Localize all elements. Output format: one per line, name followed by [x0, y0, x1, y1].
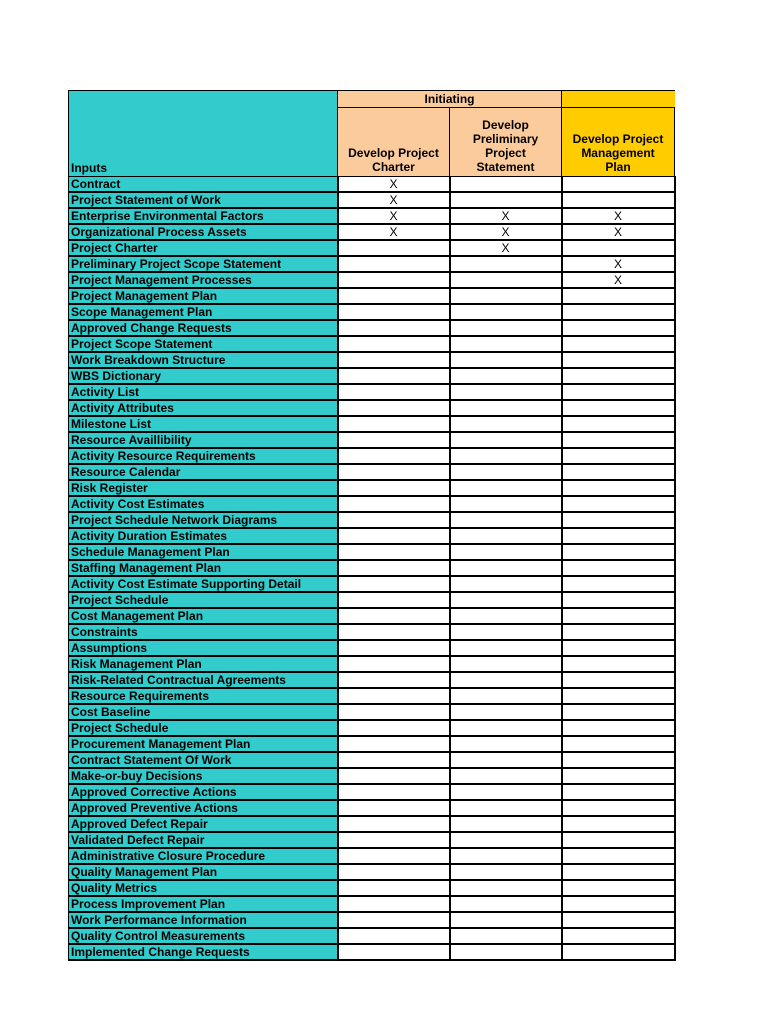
- table-row: [69, 880, 675, 896]
- mark-cell[interactable]: [450, 768, 562, 784]
- mark-cell[interactable]: [450, 592, 562, 608]
- input-name-cell[interactable]: Constraints: [69, 624, 338, 640]
- mark-cell[interactable]: [450, 560, 562, 576]
- mark-cell[interactable]: [450, 736, 562, 752]
- table-row: [69, 576, 675, 592]
- input-name-cell[interactable]: Staffing Management Plan: [69, 560, 338, 576]
- mark-cell[interactable]: [562, 720, 675, 736]
- mark-cell[interactable]: [338, 720, 450, 736]
- mark-cell[interactable]: [562, 784, 675, 800]
- input-name-cell[interactable]: Activity Attributes: [69, 400, 338, 416]
- mark-cell[interactable]: [450, 368, 562, 384]
- mark-cell[interactable]: [338, 400, 450, 416]
- mark-cell[interactable]: [338, 464, 450, 480]
- mark-cell[interactable]: [450, 624, 562, 640]
- mark-cell[interactable]: [450, 320, 562, 336]
- mark-cell[interactable]: [562, 880, 675, 896]
- table-row: [69, 688, 675, 704]
- input-name-cell[interactable]: Approved Corrective Actions: [69, 784, 338, 800]
- input-name-cell[interactable]: Project Schedule Network Diagrams: [69, 512, 338, 528]
- mark-cell[interactable]: [338, 704, 450, 720]
- mark-cell[interactable]: [338, 544, 450, 560]
- mark-cell[interactable]: [562, 864, 675, 880]
- mark-cell[interactable]: [562, 240, 675, 256]
- table-row: [69, 224, 675, 240]
- inputs-header-label: Inputs: [71, 161, 107, 175]
- mark-cell[interactable]: [338, 336, 450, 352]
- mark-cell[interactable]: [562, 384, 675, 400]
- mark-cell[interactable]: [562, 528, 675, 544]
- table-row: [69, 400, 675, 416]
- mark-cell[interactable]: [450, 848, 562, 864]
- table-row: [69, 624, 675, 640]
- mark-cell[interactable]: [562, 177, 675, 193]
- mark-cell[interactable]: [338, 368, 450, 384]
- table-row: [69, 816, 675, 832]
- mark-cell[interactable]: [450, 288, 562, 304]
- mark-cell[interactable]: [338, 912, 450, 928]
- table-row: [69, 384, 675, 400]
- input-name-cell[interactable]: WBS Dictionary: [69, 368, 338, 384]
- input-name-cell[interactable]: Quality Metrics: [69, 880, 338, 896]
- mark-cell[interactable]: [562, 288, 675, 304]
- matrix-body: [69, 91, 675, 961]
- table-row: [69, 288, 675, 304]
- mark-cell[interactable]: [562, 544, 675, 560]
- table-row: [69, 512, 675, 528]
- process-header-develop-project-charter[interactable]: [338, 108, 450, 177]
- mark-cell[interactable]: [338, 432, 450, 448]
- input-name-cell[interactable]: Schedule Management Plan: [69, 544, 338, 560]
- input-name-cell[interactable]: Project Charter: [69, 240, 338, 256]
- input-name-cell[interactable]: Resource Availlibility: [69, 432, 338, 448]
- input-name-cell[interactable]: Project Statement of Work: [69, 192, 338, 208]
- mark-cell[interactable]: [562, 656, 675, 672]
- mark-cell[interactable]: [338, 864, 450, 880]
- mark-cell[interactable]: [562, 704, 675, 720]
- process-header-label: Develop Project Charter: [348, 146, 439, 174]
- mark-cell[interactable]: [450, 272, 562, 288]
- mark-cell[interactable]: X: [450, 240, 562, 256]
- mark-cell[interactable]: [338, 848, 450, 864]
- mark-cell[interactable]: [562, 688, 675, 704]
- mark-cell[interactable]: [338, 496, 450, 512]
- table-row: [69, 208, 675, 224]
- mark-cell[interactable]: [450, 688, 562, 704]
- table-row: [69, 272, 675, 288]
- input-name-cell[interactable]: Risk-Related Contractual Agreements: [69, 672, 338, 688]
- process-group-next[interactable]: [562, 91, 675, 108]
- mark-cell[interactable]: [562, 896, 675, 912]
- mark-cell[interactable]: [338, 512, 450, 528]
- table-row: [69, 608, 675, 624]
- table-row: [69, 752, 675, 768]
- mark-cell[interactable]: [450, 464, 562, 480]
- table-row: [69, 848, 675, 864]
- mark-cell[interactable]: [562, 816, 675, 832]
- mark-cell[interactable]: [450, 928, 562, 944]
- table-row: [69, 528, 675, 544]
- table-row: [69, 352, 675, 368]
- mark-cell[interactable]: [338, 896, 450, 912]
- mark-cell[interactable]: [338, 672, 450, 688]
- input-name-cell[interactable]: Validated Defect Repair: [69, 832, 338, 848]
- mark-cell[interactable]: X: [562, 208, 675, 224]
- mark-cell[interactable]: [450, 528, 562, 544]
- mark-cell[interactable]: [450, 448, 562, 464]
- process-header-label: Develop Preliminary Project Statement: [472, 118, 539, 174]
- table-row: [69, 496, 675, 512]
- table-row: [69, 592, 675, 608]
- mark-cell[interactable]: [450, 672, 562, 688]
- table-row: [69, 896, 675, 912]
- mark-cell[interactable]: [450, 704, 562, 720]
- mark-cell[interactable]: [450, 880, 562, 896]
- mark-cell[interactable]: [450, 896, 562, 912]
- process-header-label: Develop Project Management Plan: [572, 132, 664, 174]
- table-row: [69, 672, 675, 688]
- mark-cell[interactable]: [562, 448, 675, 464]
- mark-cell[interactable]: X: [562, 256, 675, 272]
- mark-cell[interactable]: X: [338, 177, 450, 193]
- mark-cell[interactable]: [338, 816, 450, 832]
- input-name-cell[interactable]: Project Schedule: [69, 592, 338, 608]
- input-name-cell[interactable]: Cost Baseline: [69, 704, 338, 720]
- mark-cell[interactable]: [450, 336, 562, 352]
- mark-cell[interactable]: [450, 576, 562, 592]
- mark-cell[interactable]: [562, 320, 675, 336]
- process-input-matrix: [68, 90, 676, 961]
- mark-cell[interactable]: [338, 832, 450, 848]
- table-row: [69, 368, 675, 384]
- process-group-row: [69, 91, 675, 108]
- mark-cell[interactable]: [562, 464, 675, 480]
- table-row: [69, 944, 675, 960]
- mark-cell[interactable]: [450, 432, 562, 448]
- mark-cell[interactable]: [450, 944, 562, 960]
- mark-cell[interactable]: [450, 912, 562, 928]
- input-name-cell[interactable]: Milestone List: [69, 416, 338, 432]
- mark-cell[interactable]: [338, 928, 450, 944]
- mark-cell[interactable]: [338, 800, 450, 816]
- mark-cell[interactable]: [562, 912, 675, 928]
- mark-cell[interactable]: [562, 576, 675, 592]
- mark-cell[interactable]: [450, 544, 562, 560]
- table-row: [69, 768, 675, 784]
- input-name-cell[interactable]: Resource Requirements: [69, 688, 338, 704]
- mark-cell[interactable]: [338, 656, 450, 672]
- table-row: [69, 336, 675, 352]
- mark-cell[interactable]: [450, 256, 562, 272]
- mark-cell[interactable]: [338, 736, 450, 752]
- input-name-cell[interactable]: Project Scope Statement: [69, 336, 338, 352]
- input-name-cell[interactable]: Administrative Closure Procedure: [69, 848, 338, 864]
- input-name-cell[interactable]: Activity Duration Estimates: [69, 528, 338, 544]
- mark-cell[interactable]: [338, 480, 450, 496]
- table-row: [69, 448, 675, 464]
- mark-cell[interactable]: [338, 880, 450, 896]
- input-name-cell[interactable]: Contract: [69, 177, 338, 193]
- input-name-cell[interactable]: Preliminary Project Scope Statement: [69, 256, 338, 272]
- input-name-cell[interactable]: Make-or-buy Decisions: [69, 768, 338, 784]
- mark-cell[interactable]: [338, 640, 450, 656]
- table-row: [69, 432, 675, 448]
- mark-cell[interactable]: X: [450, 224, 562, 240]
- input-name-cell[interactable]: Contract Statement Of Work: [69, 752, 338, 768]
- mark-cell[interactable]: X: [450, 208, 562, 224]
- input-name-cell[interactable]: Implemented Change Requests: [69, 944, 338, 960]
- table-row: [69, 256, 675, 272]
- mark-cell[interactable]: [338, 688, 450, 704]
- mark-cell[interactable]: [450, 816, 562, 832]
- mark-cell[interactable]: [450, 400, 562, 416]
- mark-cell[interactable]: [562, 832, 675, 848]
- input-name-cell[interactable]: Risk Register: [69, 480, 338, 496]
- input-name-cell[interactable]: Approved Preventive Actions: [69, 800, 338, 816]
- mark-cell[interactable]: [562, 352, 675, 368]
- mark-cell[interactable]: [338, 560, 450, 576]
- mark-cell[interactable]: [562, 560, 675, 576]
- input-name-cell[interactable]: Procurement Management Plan: [69, 736, 338, 752]
- mark-cell[interactable]: [450, 656, 562, 672]
- mark-cell[interactable]: [338, 448, 450, 464]
- mark-cell[interactable]: [562, 944, 675, 960]
- mark-cell[interactable]: [450, 864, 562, 880]
- mark-cell[interactable]: [562, 928, 675, 944]
- mark-cell[interactable]: [562, 400, 675, 416]
- mark-cell[interactable]: [338, 768, 450, 784]
- input-name-cell[interactable]: Risk Management Plan: [69, 656, 338, 672]
- mark-cell[interactable]: [450, 480, 562, 496]
- mark-cell[interactable]: [450, 784, 562, 800]
- mark-cell[interactable]: [562, 608, 675, 624]
- mark-cell[interactable]: [338, 752, 450, 768]
- table-row: [69, 928, 675, 944]
- input-name-cell[interactable]: Organizational Process Assets: [69, 224, 338, 240]
- mark-cell[interactable]: [562, 512, 675, 528]
- process-group-label: Initiating: [424, 92, 475, 106]
- table-row: [69, 736, 675, 752]
- mark-cell[interactable]: [338, 944, 450, 960]
- input-name-cell[interactable]: Activity List: [69, 384, 338, 400]
- mark-cell[interactable]: [338, 416, 450, 432]
- input-name-cell[interactable]: Assumptions: [69, 640, 338, 656]
- mark-cell[interactable]: [338, 256, 450, 272]
- mark-cell[interactable]: [562, 496, 675, 512]
- input-name-cell[interactable]: Activity Cost Estimates: [69, 496, 338, 512]
- mark-cell[interactable]: [338, 592, 450, 608]
- input-name-cell[interactable]: Activity Cost Estimate Supporting Detail: [69, 576, 338, 592]
- table-row: [69, 464, 675, 480]
- table-row: [69, 784, 675, 800]
- mark-cell[interactable]: [450, 416, 562, 432]
- input-name-cell[interactable]: Work Performance Information: [69, 912, 338, 928]
- mark-cell[interactable]: [338, 528, 450, 544]
- mark-cell[interactable]: [450, 496, 562, 512]
- input-name-cell[interactable]: Approved Defect Repair: [69, 816, 338, 832]
- mark-cell[interactable]: [562, 640, 675, 656]
- input-name-cell[interactable]: Resource Calendar: [69, 464, 338, 480]
- input-name-cell[interactable]: Process Improvement Plan: [69, 896, 338, 912]
- input-name-cell[interactable]: Project Schedule: [69, 720, 338, 736]
- mark-cell[interactable]: X: [562, 272, 675, 288]
- mark-cell[interactable]: [562, 736, 675, 752]
- mark-cell[interactable]: [450, 608, 562, 624]
- mark-cell[interactable]: [450, 304, 562, 320]
- table-row: [69, 240, 675, 256]
- mark-cell[interactable]: [338, 320, 450, 336]
- mark-cell[interactable]: [450, 384, 562, 400]
- mark-cell[interactable]: [450, 192, 562, 208]
- mark-cell[interactable]: [450, 640, 562, 656]
- table-row: [69, 416, 675, 432]
- mark-cell[interactable]: [562, 432, 675, 448]
- mark-cell[interactable]: X: [562, 224, 675, 240]
- mark-cell[interactable]: [450, 800, 562, 816]
- mark-cell[interactable]: [338, 288, 450, 304]
- mark-cell[interactable]: [338, 272, 450, 288]
- process-group-initiating[interactable]: [338, 91, 562, 108]
- mark-cell[interactable]: [338, 384, 450, 400]
- input-name-cell[interactable]: Activity Resource Requirements: [69, 448, 338, 464]
- mark-cell[interactable]: [562, 800, 675, 816]
- mark-cell[interactable]: [450, 832, 562, 848]
- mark-cell[interactable]: [450, 720, 562, 736]
- mark-cell[interactable]: [338, 576, 450, 592]
- table-row: [69, 704, 675, 720]
- table-row: [69, 544, 675, 560]
- table-row: [69, 800, 675, 816]
- mark-cell[interactable]: [562, 624, 675, 640]
- input-name-cell[interactable]: Project Management Processes: [69, 272, 338, 288]
- mark-cell[interactable]: [562, 752, 675, 768]
- table-row: [69, 640, 675, 656]
- table-row: [69, 720, 675, 736]
- input-name-cell[interactable]: Quality Management Plan: [69, 864, 338, 880]
- process-header-develop-project-management-plan[interactable]: [562, 108, 675, 177]
- mark-cell[interactable]: [562, 368, 675, 384]
- mark-cell[interactable]: [338, 304, 450, 320]
- table-row: [69, 912, 675, 928]
- mark-cell[interactable]: [562, 304, 675, 320]
- mark-cell[interactable]: [562, 336, 675, 352]
- mark-cell[interactable]: [562, 848, 675, 864]
- table-row: [69, 177, 675, 193]
- mark-cell[interactable]: [562, 768, 675, 784]
- mark-cell[interactable]: [562, 672, 675, 688]
- input-name-cell[interactable]: Scope Management Plan: [69, 304, 338, 320]
- input-name-cell[interactable]: Project Management Plan: [69, 288, 338, 304]
- input-name-cell[interactable]: Enterprise Environmental Factors: [69, 208, 338, 224]
- table-row: [69, 560, 675, 576]
- mark-cell[interactable]: [338, 784, 450, 800]
- table-row: [69, 656, 675, 672]
- mark-cell[interactable]: [562, 480, 675, 496]
- mark-cell[interactable]: [562, 592, 675, 608]
- input-name-cell[interactable]: Approved Change Requests: [69, 320, 338, 336]
- mark-cell[interactable]: [450, 352, 562, 368]
- input-name-cell[interactable]: Cost Management Plan: [69, 608, 338, 624]
- mark-cell[interactable]: [562, 416, 675, 432]
- mark-cell[interactable]: [450, 752, 562, 768]
- table-row: [69, 480, 675, 496]
- input-name-cell[interactable]: Work Breakdown Structure: [69, 352, 338, 368]
- mark-cell[interactable]: X: [338, 224, 450, 240]
- inputs-column-header[interactable]: [69, 91, 338, 177]
- mark-cell[interactable]: X: [338, 192, 450, 208]
- input-name-cell[interactable]: Quality Control Measurements: [69, 928, 338, 944]
- table-row: [69, 864, 675, 880]
- mark-cell[interactable]: [338, 352, 450, 368]
- mark-cell[interactable]: [450, 177, 562, 193]
- table-row: [69, 832, 675, 848]
- mark-cell[interactable]: [338, 624, 450, 640]
- mark-cell[interactable]: [338, 608, 450, 624]
- table-row: [69, 320, 675, 336]
- table-row: [69, 304, 675, 320]
- process-header-develop-preliminary-project-statement[interactable]: [450, 108, 562, 177]
- mark-cell[interactable]: [562, 192, 675, 208]
- mark-cell[interactable]: [338, 240, 450, 256]
- mark-cell[interactable]: [450, 512, 562, 528]
- mark-cell[interactable]: X: [338, 208, 450, 224]
- table-row: [69, 192, 675, 208]
